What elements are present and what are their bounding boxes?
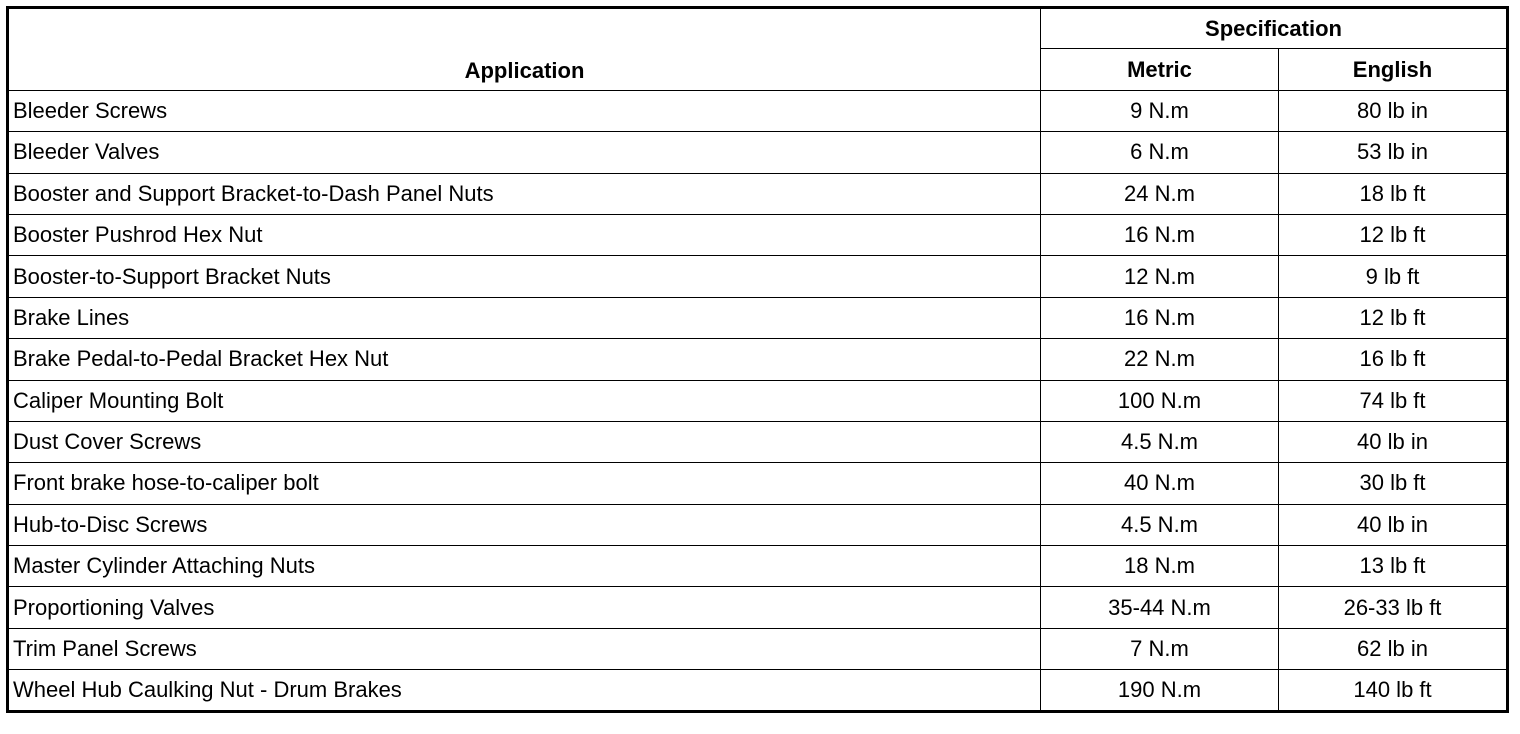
table-row [8, 380, 1508, 421]
table-row [8, 587, 1508, 628]
application-cell: Master Cylinder Attaching Nuts [8, 546, 1041, 587]
metric-cell: 190 N.m [1041, 670, 1279, 711]
english-cell: 40 lb in [1279, 421, 1508, 462]
table-row [8, 670, 1508, 711]
table-row [8, 628, 1508, 669]
metric-cell: 16 N.m [1041, 214, 1279, 255]
application-cell: Booster Pushrod Hex Nut [8, 214, 1041, 255]
metric-cell: 100 N.m [1041, 380, 1279, 421]
metric-cell: 22 N.m [1041, 339, 1279, 380]
application-cell: Wheel Hub Caulking Nut - Drum Brakes [8, 670, 1041, 711]
table-header [8, 8, 1508, 91]
english-cell: 62 lb in [1279, 628, 1508, 669]
application-cell: Trim Panel Screws [8, 628, 1041, 669]
english-cell: 40 lb in [1279, 504, 1508, 545]
table-row [8, 339, 1508, 380]
english-column-header: English [1279, 49, 1508, 90]
metric-cell: 12 N.m [1041, 256, 1279, 297]
fastener-specification-table [6, 6, 1509, 713]
application-cell: Brake Lines [8, 297, 1041, 338]
application-cell: Brake Pedal-to-Pedal Bracket Hex Nut [8, 339, 1041, 380]
english-cell: 18 lb ft [1279, 173, 1508, 214]
application-column-header: Application [8, 8, 1041, 91]
table-row [8, 132, 1508, 173]
english-cell: 80 lb in [1279, 90, 1508, 131]
table-row [8, 421, 1508, 462]
table-body [8, 90, 1508, 711]
table-row [8, 90, 1508, 131]
table-row [8, 173, 1508, 214]
application-cell: Caliper Mounting Bolt [8, 380, 1041, 421]
english-cell: 26-33 lb ft [1279, 587, 1508, 628]
table-row [8, 256, 1508, 297]
english-cell: 74 lb ft [1279, 380, 1508, 421]
application-cell: Proportioning Valves [8, 587, 1041, 628]
table-row [8, 546, 1508, 587]
english-cell: 53 lb in [1279, 132, 1508, 173]
metric-cell: 4.5 N.m [1041, 421, 1279, 462]
application-cell: Bleeder Valves [8, 132, 1041, 173]
metric-cell: 40 N.m [1041, 463, 1279, 504]
english-cell: 140 lb ft [1279, 670, 1508, 711]
application-cell: Booster-to-Support Bracket Nuts [8, 256, 1041, 297]
application-cell: Dust Cover Screws [8, 421, 1041, 462]
table-row [8, 504, 1508, 545]
header-row-top [8, 8, 1508, 49]
english-cell: 12 lb ft [1279, 214, 1508, 255]
application-cell: Front brake hose-to-caliper bolt [8, 463, 1041, 504]
metric-cell: 7 N.m [1041, 628, 1279, 669]
metric-cell: 18 N.m [1041, 546, 1279, 587]
metric-cell: 6 N.m [1041, 132, 1279, 173]
table-row [8, 297, 1508, 338]
english-cell: 9 lb ft [1279, 256, 1508, 297]
english-cell: 30 lb ft [1279, 463, 1508, 504]
metric-cell: 35-44 N.m [1041, 587, 1279, 628]
application-cell: Hub-to-Disc Screws [8, 504, 1041, 545]
metric-cell: 24 N.m [1041, 173, 1279, 214]
metric-cell: 9 N.m [1041, 90, 1279, 131]
english-cell: 12 lb ft [1279, 297, 1508, 338]
metric-column-header: Metric [1041, 49, 1279, 90]
application-cell: Bleeder Screws [8, 90, 1041, 131]
table-row [8, 463, 1508, 504]
english-cell: 13 lb ft [1279, 546, 1508, 587]
application-cell: Booster and Support Bracket-to-Dash Panel Nuts [8, 173, 1041, 214]
metric-cell: 4.5 N.m [1041, 504, 1279, 545]
metric-cell: 16 N.m [1041, 297, 1279, 338]
specification-column-header: Specification [1041, 8, 1508, 49]
table-row [8, 214, 1508, 255]
english-cell: 16 lb ft [1279, 339, 1508, 380]
